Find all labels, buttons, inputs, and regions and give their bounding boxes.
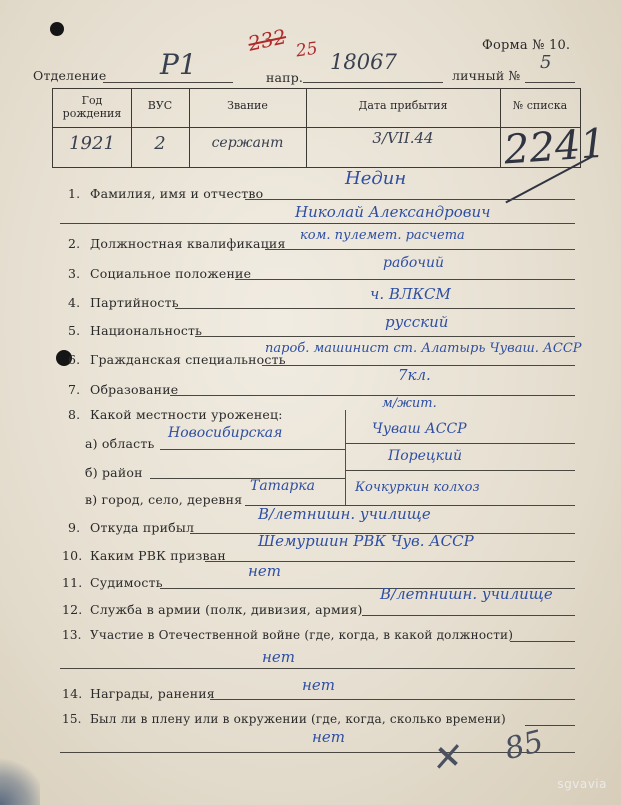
field-8-value: м/жит. (382, 396, 437, 411)
bottom-scrawl-mark: ✕ (426, 735, 464, 782)
field-8-num: 8. (68, 407, 81, 422)
cell-vus: 2 (154, 133, 166, 154)
field-12-label: Служба в армии (полк, дивизия, армия) (90, 602, 363, 617)
cell-rank: сержант (211, 135, 284, 151)
otdelenie-label: Отделение (33, 68, 107, 83)
field-8a-value: Новосибирская (168, 425, 283, 441)
punch-hole (50, 22, 64, 36)
field-8b-value2: Порецкий (388, 448, 463, 464)
form-number: Форма № 10. (482, 38, 571, 53)
field-14-num: 14. (62, 686, 83, 701)
field-3-num: 3. (68, 266, 81, 281)
field-1-value: Недин (345, 168, 407, 189)
col-header-vus: ВУС (147, 99, 173, 112)
field-13-value: нет (262, 648, 295, 666)
field-6-value: пароб. машинист ст. Алатырь Чуваш. АССР (265, 341, 582, 356)
field-9-label: Откуда прибыл (90, 520, 195, 535)
field-11-num: 11. (62, 575, 83, 590)
field-3-value: рабочий (383, 255, 445, 271)
field-12-value: В/летнишн. училище (380, 585, 553, 603)
col-header-arrival: Дата прибытия (358, 99, 448, 112)
field-1-label: Фамилия, имя и отчество (90, 186, 264, 201)
field-8-label: Какой местности уроженец: (90, 407, 283, 422)
field-4-label: Партийность (90, 295, 179, 310)
lichny-value: 5 (540, 52, 552, 73)
otdelenie-value: P1 (160, 48, 197, 81)
field-8c-value2: Кочкуркин колхоз (355, 480, 480, 495)
field-4-num: 4. (68, 295, 81, 310)
field-5-label: Национальность (90, 323, 203, 338)
field-2-label: Должностная квалификация (90, 236, 286, 251)
field-15-label: Был ли в плену или в окружении (где, когда, сколько времени) (90, 712, 506, 726)
red-annotation-bottom: 25 (294, 38, 319, 62)
col-header-list-no: № списка (512, 99, 568, 112)
field-6-num: 6. (68, 352, 81, 367)
field-2-value: ком. пулемет. расчета (300, 228, 465, 243)
field-7-num: 7. (68, 382, 81, 397)
brace-mark (345, 410, 346, 505)
field-7-value: 7кл. (398, 366, 431, 384)
field-9-value: В/летнишн. училище (258, 505, 431, 523)
field-11-label: Судимость (90, 575, 163, 590)
lichny-label: личный № (452, 68, 521, 83)
cell-year: 1921 (69, 133, 115, 154)
field-4-value: ч. ВЛКСМ (370, 285, 451, 303)
field-8c-label: в) город, село, деревня (85, 492, 243, 507)
field-12-num: 12. (62, 602, 83, 617)
field-14-label: Награды, ранения (90, 686, 215, 701)
corner-stain (0, 757, 40, 805)
field-5-value: русский (385, 313, 449, 331)
watermark: sgvavia (557, 777, 607, 791)
field-10-value: Шемуршин РВК Чув. АССР (258, 532, 474, 550)
field-8b-label: б) район (85, 465, 143, 480)
field-1-value2: Николай Александрович (295, 203, 491, 221)
bottom-scrawl-number: 85 (501, 723, 547, 768)
napr-value: 18067 (330, 50, 397, 74)
field-1-num: 1. (68, 186, 81, 201)
list-number-handwritten: 2241 (502, 120, 608, 174)
field-2-num: 2. (68, 236, 81, 251)
field-10-label: Каким РВК призван (90, 548, 226, 563)
cell-arrival: 3/VII.44 (372, 129, 434, 147)
napr-label: напр. (266, 70, 304, 85)
col-header-rank: Звание (227, 99, 268, 112)
field-13-label: Участие в Отечественной войне (где, когда, в какой должности) (90, 628, 514, 642)
field-8a-label: а) область (85, 436, 155, 451)
field-7-label: Образование (90, 382, 179, 397)
field-8a-value2: Чуваш АССР (372, 421, 467, 437)
field-3-label: Социальное положение (90, 266, 252, 281)
field-13-num: 13. (62, 628, 82, 642)
field-8c-value: Татарка (250, 478, 315, 494)
field-14-value: нет (302, 676, 335, 694)
field-9-num: 9. (68, 520, 81, 535)
field-15-value: нет (312, 728, 345, 746)
field-11-value: нет (248, 562, 281, 580)
field-10-num: 10. (62, 548, 83, 563)
field-6-label: Гражданская специальность (90, 352, 286, 367)
col-header-year: Год рождения (62, 94, 122, 120)
red-annotation-top: 232 (245, 24, 289, 56)
field-15-num: 15. (62, 712, 82, 726)
field-5-num: 5. (68, 323, 81, 338)
